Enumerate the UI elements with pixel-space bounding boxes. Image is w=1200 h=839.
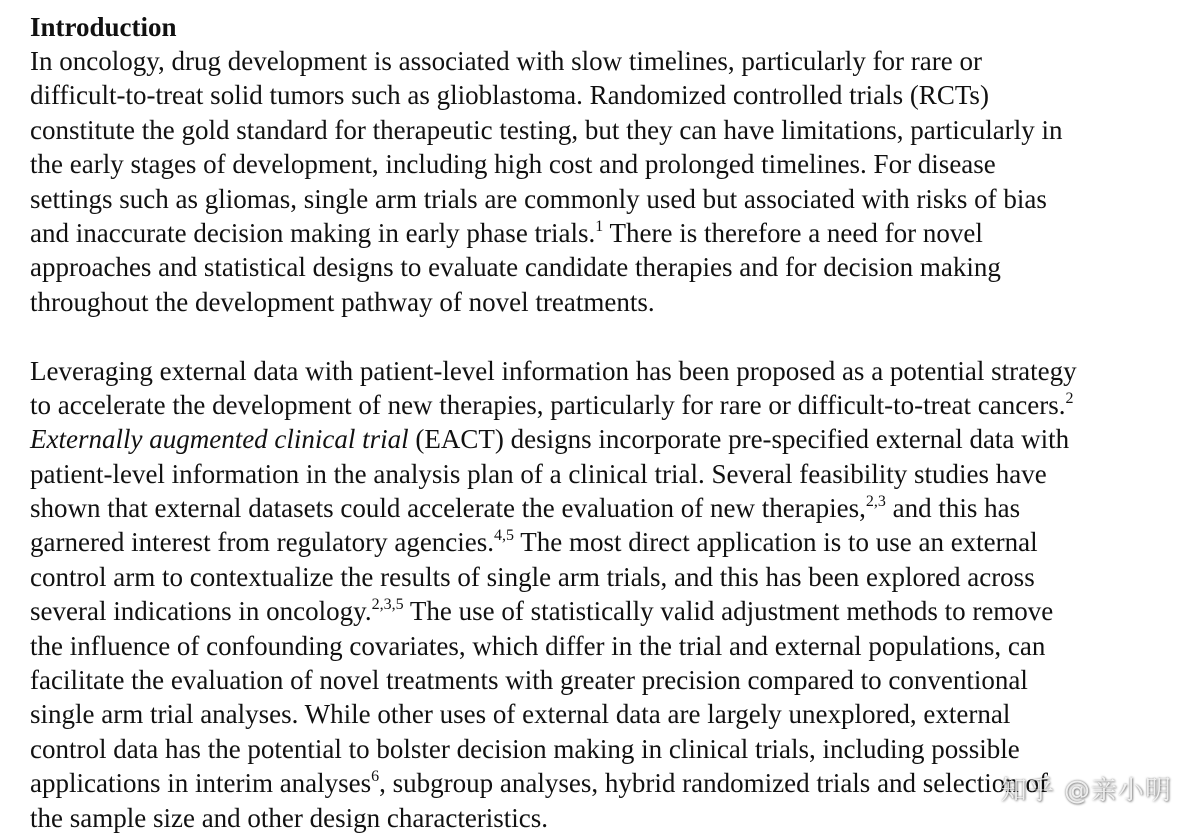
text-span: applications in interim analyses <box>30 768 372 799</box>
text-span: The most direct application is to use an external <box>514 527 1038 558</box>
text-line: throughout the development pathway of novel treatments. <box>30 286 655 317</box>
paragraph-spacer <box>30 319 1195 353</box>
citation-superscript: 6 <box>371 768 380 786</box>
text-span: several indications in oncology. <box>30 596 372 627</box>
text-span: shown that external datasets could accelerate the evaluation of new therapies, <box>30 493 866 524</box>
text-line <box>30 525 1195 559</box>
text-line: facilitate the evaluation of novel treatments with greater precision compared to conventional <box>30 665 1028 696</box>
citation-superscript: 1 <box>595 217 604 235</box>
text-line <box>30 594 1195 628</box>
text-span: and this has <box>885 493 1021 524</box>
text-span: , subgroup analyses, hybrid randomized trials and selection of <box>379 768 1049 799</box>
paragraph-1 <box>30 44 1195 319</box>
section-heading: Introduction <box>30 12 177 42</box>
text-span: There is therefore a need for novel <box>603 217 983 248</box>
text-line: single arm trial analyses. While other uses of external data are largely unexplored, external <box>30 699 1011 730</box>
text-line <box>30 422 1195 456</box>
citation-superscript: 4,5 <box>494 527 515 545</box>
citation-superscript: 2,3,5 <box>371 596 404 614</box>
text-line: Leveraging external data with patient-level information has been proposed as a potential strategy <box>30 355 1077 386</box>
text-span: to accelerate the development of new therapies, particularly for rare or difficult-to-treat cancers. <box>30 389 1066 420</box>
text-line: constitute the gold standard for therapeutic testing, but they can have limitations, particularly in <box>30 114 1063 145</box>
text-line <box>30 491 1195 525</box>
document-page <box>30 10 1195 835</box>
text-span: (EACT) designs incorporate pre-specified external data with <box>408 424 1070 455</box>
text-line <box>30 766 1195 800</box>
text-line: approaches and statistical designs to evaluate candidate therapies and for decision making <box>30 252 1001 283</box>
citation-superscript: 2,3 <box>865 493 886 511</box>
citation-superscript: 2 <box>1065 389 1074 407</box>
text-line: difficult-to-treat solid tumors such as glioblastoma. Randomized controlled trials (RCTs) <box>30 80 989 111</box>
italic-term: Externally augmented clinical trial <box>30 424 409 455</box>
text-span: The use of statistically valid adjustment methods to remove <box>403 596 1054 627</box>
text-line <box>30 388 1195 422</box>
text-line: settings such as gliomas, single arm trials are commonly used but associated with risks of bias <box>30 183 1047 214</box>
text-line <box>30 216 1195 250</box>
text-span: garnered interest from regulatory agencies. <box>30 527 495 558</box>
text-line: the sample size and other design characteristics. <box>30 802 549 833</box>
watermark: 知乎 @亲小明 <box>1000 776 1172 806</box>
paragraph-2 <box>30 354 1195 835</box>
text-line: control arm to contextualize the results of single arm trials, and this has been explored across <box>30 561 1035 592</box>
text-line: In oncology, drug development is associated with slow timelines, particularly for rare or <box>30 46 982 76</box>
text-line: control data has the potential to bolster decision making in clinical trials, including possible <box>30 733 1020 764</box>
text-line: the influence of confounding covariates, which differ in the trial and external populations, can <box>30 630 1046 661</box>
text-span: and inaccurate decision making in early phase trials. <box>30 217 596 248</box>
text-line: patient-level information in the analysis plan of a clinical trial. Several feasibility studies have <box>30 458 1047 489</box>
text-line: the early stages of development, including high cost and prolonged timelines. For disease <box>30 149 996 180</box>
